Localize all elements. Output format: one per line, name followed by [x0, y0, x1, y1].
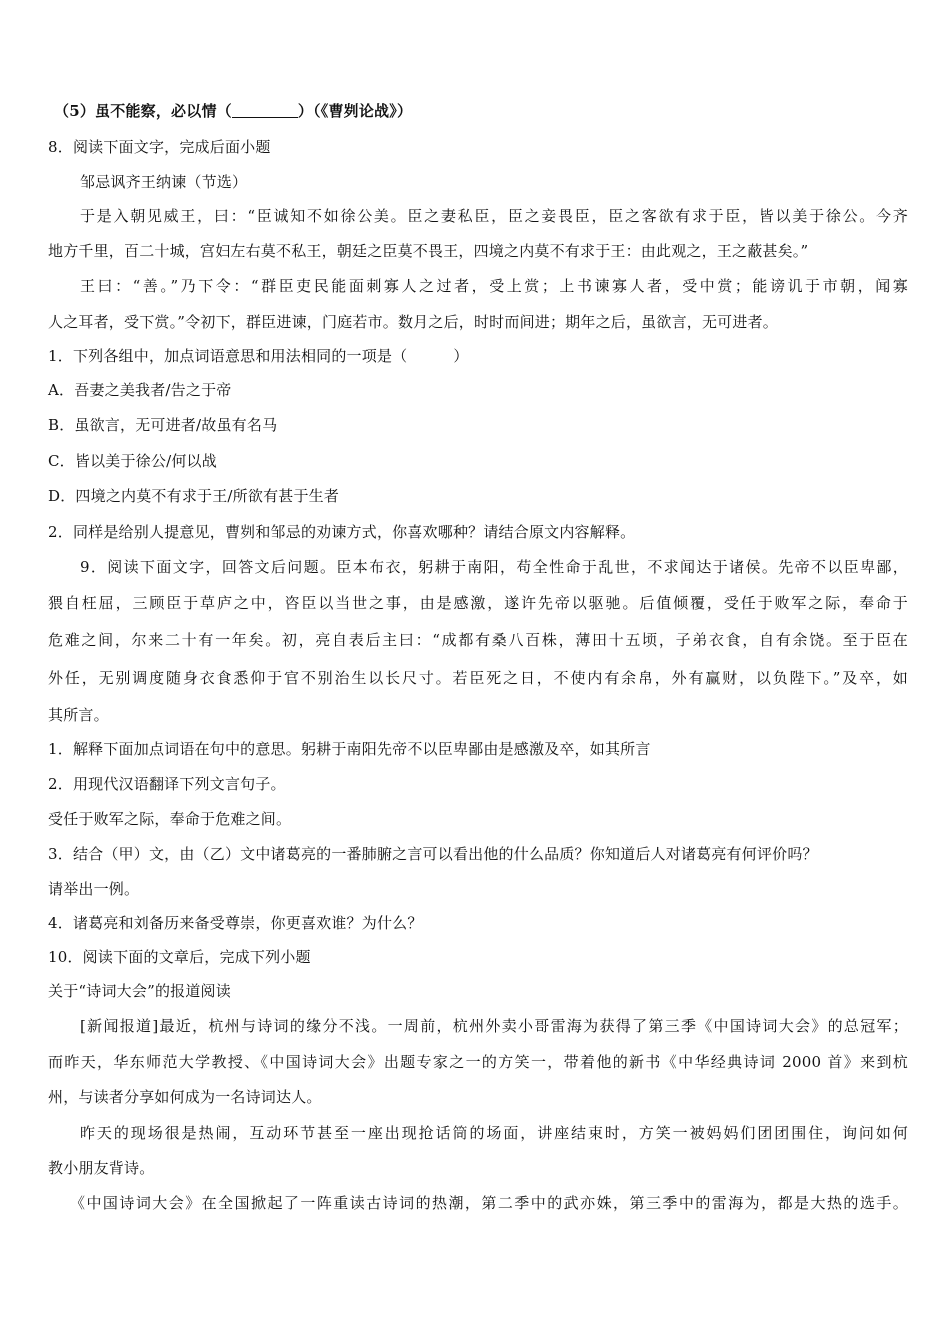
q9-sub2-sentence: 受任于败军之际，奉命于危难之间。: [48, 810, 292, 828]
q10-passage-line: 而昨天，华东师范大学教授、《中国诗词大会》出题专家之一的方笑一，带着他的新书《中华经典诗词 2000 首》来到杭: [48, 1053, 908, 1071]
q10-heading: 10．阅读下面的文章后，完成下列小题: [48, 948, 311, 966]
q10-passage-line: 州，与读者分享如何成为一名诗词达人。: [48, 1088, 322, 1106]
q9-passage-line: 危难之间，尔来二十有一年矣。初，亮自表后主曰：“成都有桑八百株，薄田十五顷，子弟衣食，自有余饶。至于臣在: [48, 631, 908, 649]
q9-sub3-cont: 请举出一例。: [48, 880, 140, 898]
q8-passage-title: 邹忌讽齐王纳谏（节选）: [80, 173, 248, 191]
option-a: A．吾妻之美我者/告之于帝: [48, 381, 232, 399]
q10-passage-line: [新闻报道]最近，杭州与诗词的缘分不浅。一周前，杭州外卖小哥雷海为获得了第三季《中国诗词大会》的总冠军；: [80, 1017, 908, 1035]
q8-passage-line: 王曰：“善。”乃下令：“群臣吏民能面刺寡人之过者，受上赏；上书谏寡人者，受中赏；能谤讥于市朝，闻寡: [80, 277, 908, 295]
q8-heading: 8．阅读下面文字，完成后面小题: [48, 138, 271, 156]
q8-sub1: 1．下列各组中，加点词语意思和用法相同的一项是（ ）: [48, 347, 469, 365]
q9-sub1: 1．解释下面加点词语在句中的意思。躬耕于南阳先帝不以臣卑鄙由是感激及卒，如其所言: [48, 740, 651, 758]
q8-passage-line: 于是入朝见威王，曰：“臣诚知不如徐公美。臣之妻私臣，臣之妾畏臣，臣之客欲有求于臣，皆以美于徐公。今齐: [80, 207, 908, 225]
option-c: C．皆以美于徐公/何以战: [48, 452, 217, 470]
q10-passage-line: 《中国诗词大会》在全国掀起了一阵重读古诗词的热潮，第二季中的武亦姝，第三季中的雷海为，都是大热的选手。: [70, 1194, 908, 1212]
q9-passage-line: 其所言。: [48, 706, 109, 724]
q9-passage-line: 猥自枉屈，三顾臣于草庐之中，咨臣以当世之事，由是感激，遂许先帝以驱驰。后值倾覆，受任于败军之际，奉命于: [48, 594, 908, 612]
option-b: B．虽欲言，无可进者/故虽有名马: [48, 416, 278, 434]
q9-sub2: 2．用现代汉语翻译下列文言句子。: [48, 775, 286, 793]
q8-passage-line: 人之耳者，受下赏。”令初下，群臣进谏，门庭若市。数月之后，时时而间进；期年之后，虽欲言，无可进者。: [48, 313, 778, 331]
q9-passage-line: 9．阅读下面文字，回答文后问题。臣本布衣，躬耕于南阳，苟全性命于乱世，不求闻达于诸侯。先帝不以臣卑鄙，: [80, 558, 908, 576]
q9-passage-line: 外任，无别调度随身衣食悉仰于官不别治生以长尺寸。若臣死之日，不使内有余帛，外有赢财，以负陛下。”及卒，如: [48, 669, 908, 687]
q9-sub3: 3．结合（甲）文，由（乙）文中诸葛亮的一番肺腑之言可以看出他的什么品质？你知道后人对诸葛亮有何评价吗？: [48, 845, 818, 863]
q10-passage-title: 关于“诗词大会”的报道阅读: [48, 982, 231, 1000]
q9-sub4: 4．诸葛亮和刘备历来备受尊崇，你更喜欢谁？为什么？: [48, 914, 423, 932]
q8-passage-line: 地方千里，百二十城，宫妇左右莫不私王，朝廷之臣莫不畏王，四境之内莫不有求于王：由此观之，王之蔽甚矣。”: [48, 242, 809, 260]
q10-passage-line: 教小朋友背诗。: [48, 1159, 155, 1177]
q8-sub2: 2．同样是给别人提意见，曹刿和邹忌的劝谏方式，你喜欢哪种？请结合原文内容解释。: [48, 523, 636, 541]
q10-passage-line: 昨天的现场很是热闹，互动环节甚至一座出现抢话筒的场面，讲座结束时，方笑一被妈妈们团团围住，询问如何: [80, 1124, 908, 1142]
option-d: D．四境之内莫不有求于王/所欲有甚于生者: [48, 487, 340, 505]
q7-item-5: （5）虽不能察，必以情（ ）（《曹刿论战》）: [54, 102, 413, 120]
answer-blank[interactable]: [232, 103, 298, 118]
